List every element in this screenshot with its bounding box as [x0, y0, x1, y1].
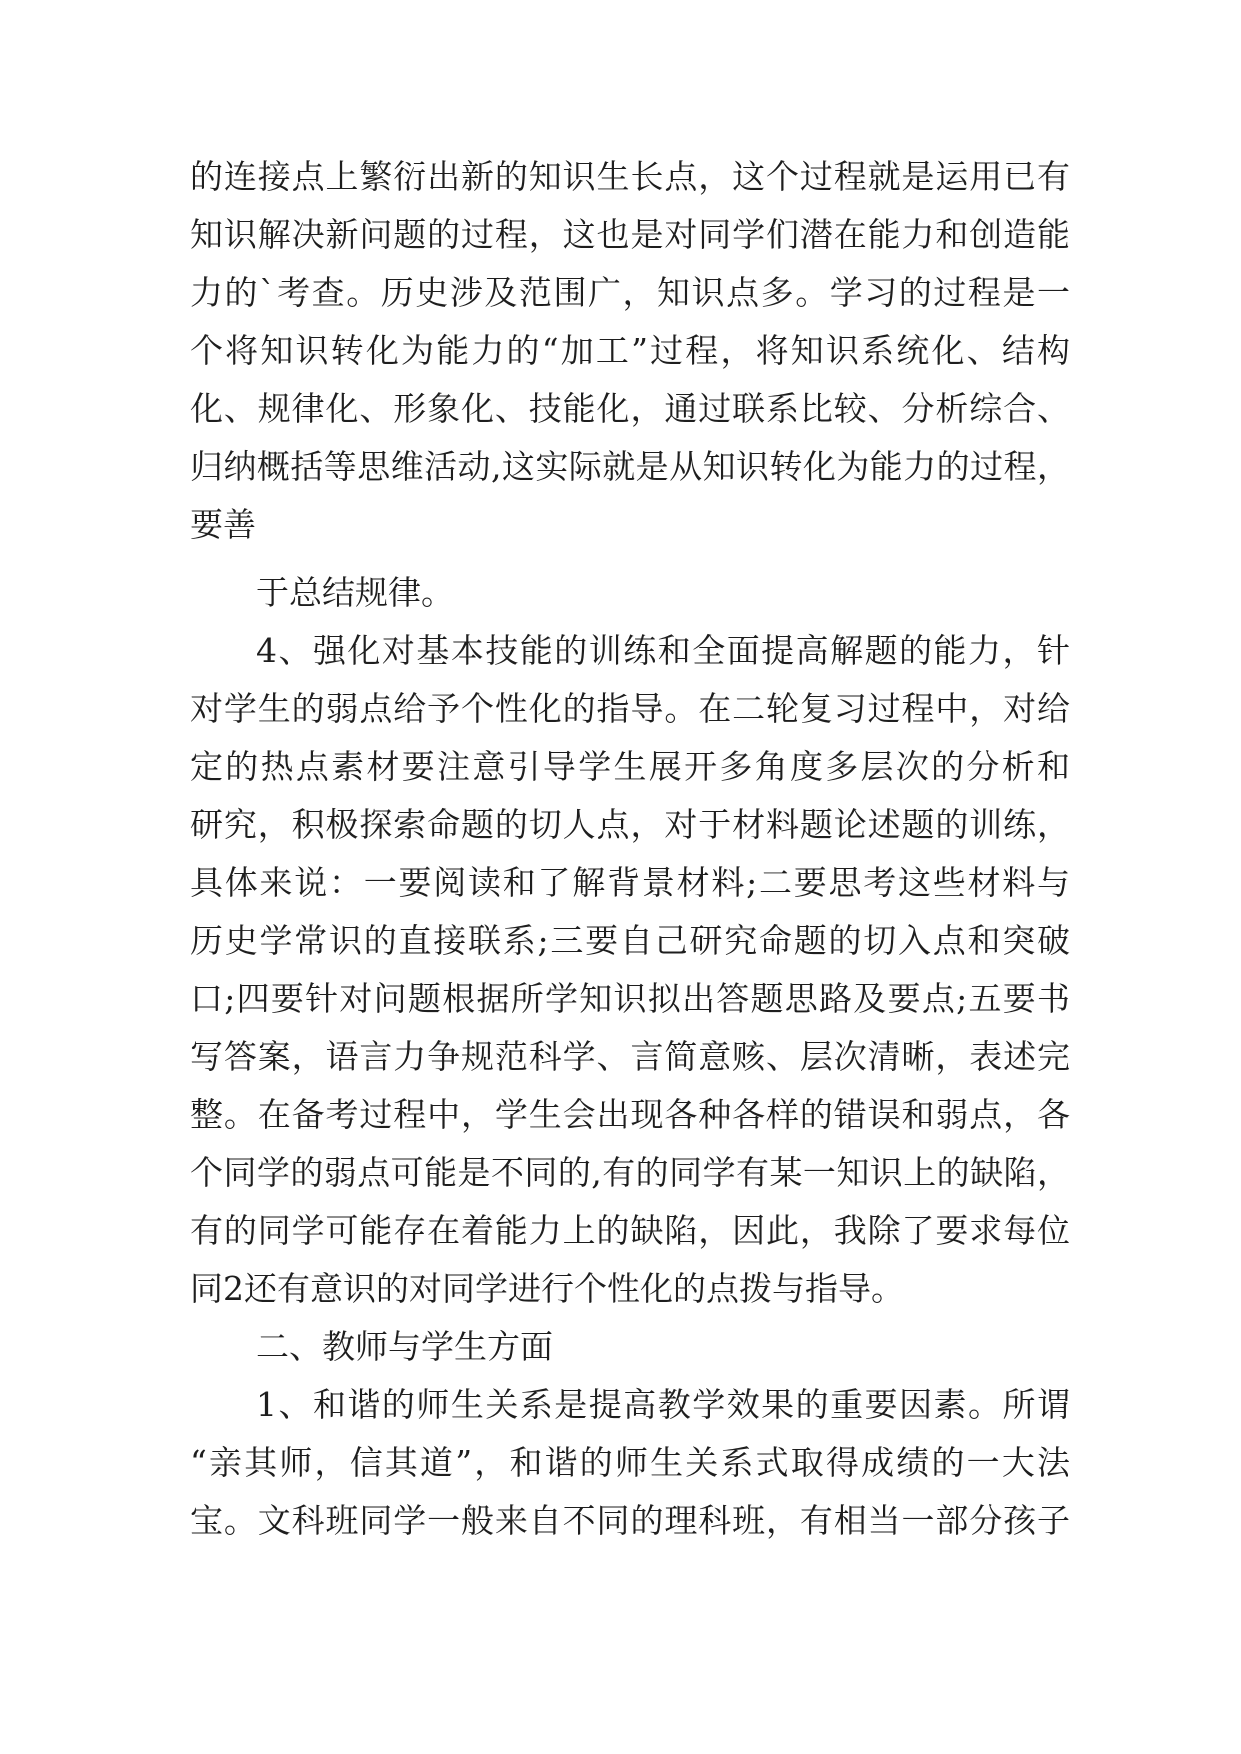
text-line: 知识解决新问题的过程，这也是对同学们潜在能力和创造能 [190, 215, 1070, 254]
text-line: 研究，积极探索命题的切人点，对于材料题论述题的训练， [190, 805, 1070, 844]
text-line: 定的热点素材要注意引导学生展开多角度多层次的分析和 [190, 747, 1070, 786]
text-line: 1、和谐的师生关系是提高教学效果的重要因素。所谓 [256, 1385, 1070, 1424]
text-line: 的连接点上繁衍出新的知识生长点，这个过程就是运用已有 [190, 157, 1070, 196]
text-line: 个同学的弱点可能是不同的,有的同学有某一知识上的缺陷， [190, 1153, 1070, 1192]
text-line: 具体来说：一要阅读和了解背景材料;二要思考这些材料与 [190, 863, 1070, 902]
text-line: 化、规律化、形象化、技能化，通过联系比较、分析综合、 [190, 389, 1070, 428]
paragraph-gap [190, 554, 1070, 564]
text-line: 要善 [190, 505, 256, 544]
text-line: 写答案，语言力争规范科学、言简意赅、层次清晰，表述完 [190, 1037, 1070, 1076]
text-line: 有的同学可能存在着能力上的缺陷，因此，我除了要求每位 [190, 1211, 1070, 1250]
text-line: 对学生的弱点给予个性化的指导。在二轮复习过程中，对给 [190, 689, 1070, 728]
text-line: 宝。文科班同学一般来自不同的理科班，有相当一部分孩子 [190, 1501, 1070, 1540]
text-line: 于总结规律。 [256, 573, 454, 612]
text-line: “亲其师，信其道”，和谐的师生关系式取得成绩的一大法 [190, 1443, 1070, 1482]
text-line: 整。在备考过程中，学生会出现各种各样的错误和弱点，各 [190, 1095, 1070, 1134]
text-line: 力的`考查。历史涉及范围广，知识点多。学习的过程是一 [190, 273, 1070, 312]
text-line: 口;四要针对问题根据所学知识拟出答题思路及要点;五要书 [190, 979, 1070, 1018]
section-heading: 二、教师与学生方面 [256, 1327, 553, 1366]
text-line: 同2还有意识的对同学进行个性化的点拨与指导。 [190, 1269, 904, 1308]
text-line: 4、强化对基本技能的训练和全面提高解题的能力，针 [256, 631, 1070, 670]
text-line: 历史学常识的直接联系;三要自己研究命题的切入点和突破 [190, 921, 1070, 960]
text-line: 归纳概括等思维活动,这实际就是从知识转化为能力的过程， [190, 447, 1070, 486]
text-line: 个将知识转化为能力的“加工”过程，将知识系统化、结构 [190, 331, 1070, 370]
body-text [190, 148, 1070, 1550]
